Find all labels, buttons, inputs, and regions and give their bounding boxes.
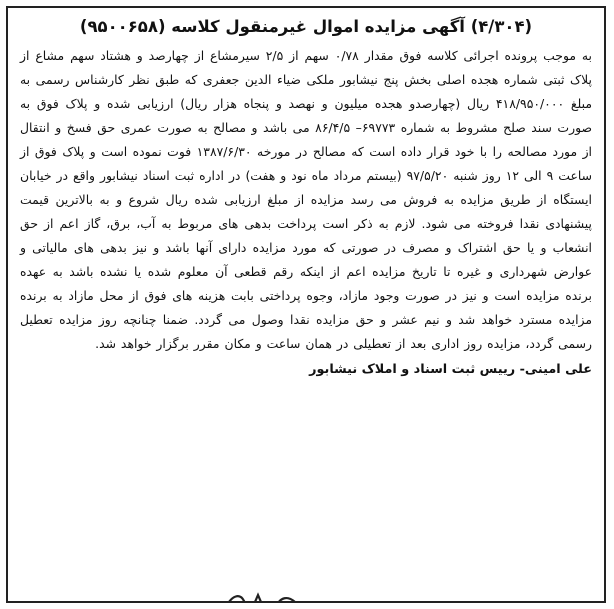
notice-body: به موجب پرونده اجرائی کلاسه فوق مقدار ۰/۷۸ سهم از ۲/۵ سیرمشاع از چهارصد و هشتاد سهم مشاع از پلاک ثبتی شماره هجده اصلی بخش پنج نیشابور ملکی ضیاء الدین جعفری که طبق نظر کارشناس رسمی به مبلغ ۴۱۸/۹۵۰/۰۰۰ ریال (چهارصدو هجده میلیون و نهصد و پنجاه هزار ریال) ارزیابی شده و پلاک فوق به صورت سند صلح مشروط به شماره ۶۹۷۷۳– ۸۶/۴/۵ می باشد و مصالح به صورت عمری حق فسخ و انتقال از مورد مصالحه را با خود قرار داده است که مصالح در مورخه ۱۳۸۷/۶/۳۰ فوت نموده است و پلاک فوق از ساعت ۹ الی ۱۲ روز شنبه ۹۷/۵/۲۰ (بیستم مرداد ماه نود و هفت) در اداره ثبت اسناد نیشابور واقع در خیابان ایستگاه از طریق مزایده به فروش می رسد مزایده از مبلغ ارزیابی شده ریال شروع و به بالاترین قیمت پیشنهادی نقدا فروخته می شود. لازم به ذکر است پرداخت بدهی های مربوط به آب، برق، گاز اعم از حق انشعاب و یا حق اشتراک و مصرف در صورتی که مورد مزایده دارای آنها باشد و نیز بدهی های مالیاتی و عوارض شهرداری و غیره تا تاریخ مزایده اعم از اینکه رقم قطعی آن معلوم شده یا نشده باشد به عهده برنده مزایده است و نیز در صورت وجود مازاد، وجوه پرداختی بابت هزینه های فوق از محل مازاد به برنده مزایده مسترد خواهد شد و نیم عشر و حق مزایده نقدا وصول می گردد. ضمنا چنانچه روز مزایده تعطیل رسمی گردد، مزایده روز اداری بعد از تعطیلی در همان ساعت و مکان مقرر برگزار خواهد شد. [20, 48, 593, 351]
notice-signature: علی امینی- رییس ثبت اسناد و املاک نیشابور [309, 362, 592, 377]
auction-notice [6, 6, 606, 603]
notice-title: (۴/۳۰۴) آگهی مزایده اموال غیرمنقول کلاسه (۹۵۰۰۶۵۸) [79, 17, 533, 36]
handwritten-mark-icon [218, 587, 308, 603]
